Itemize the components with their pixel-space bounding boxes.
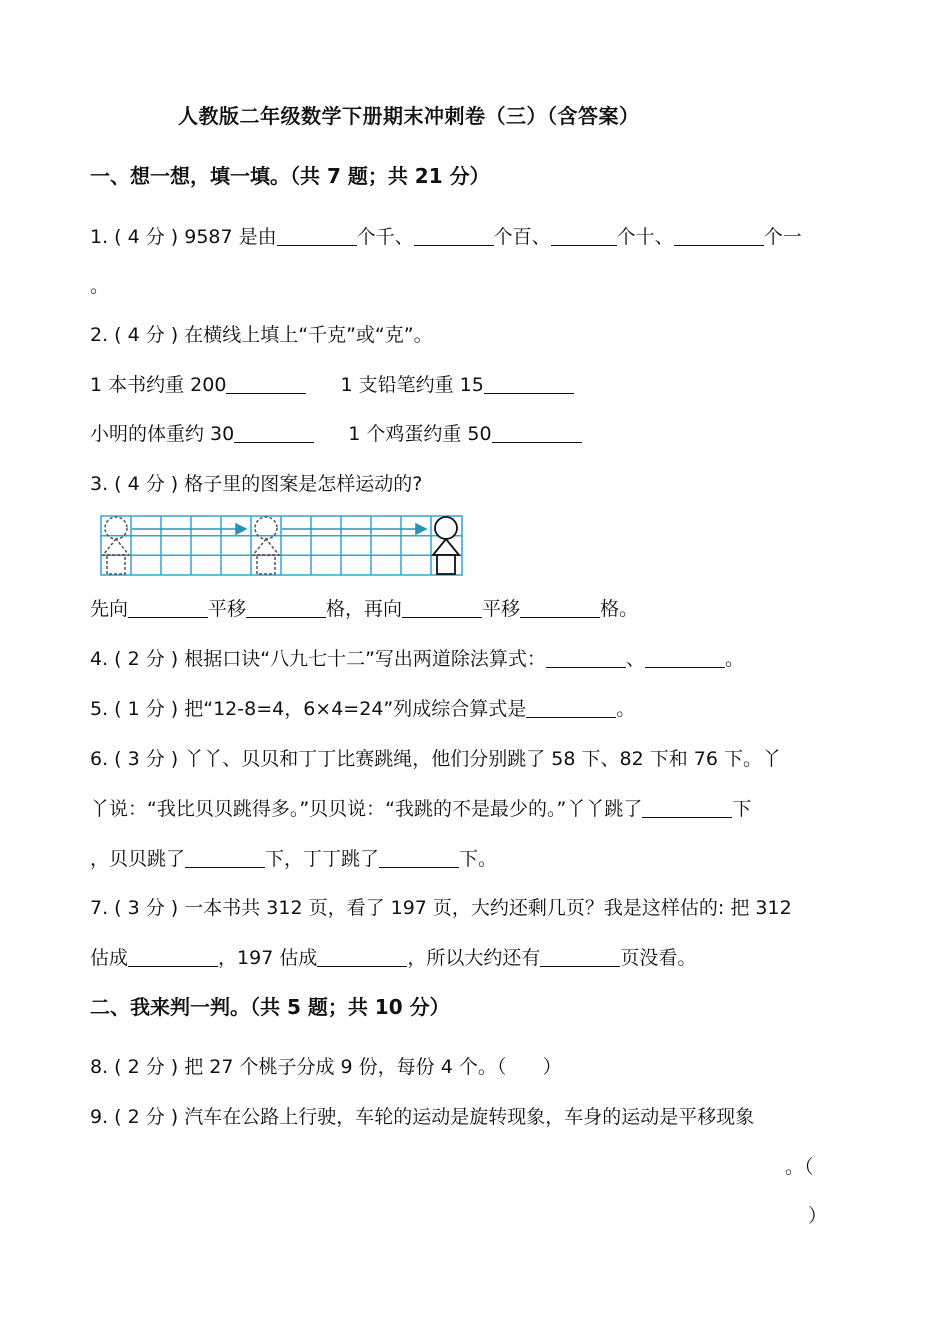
dashed-figure-2 — [253, 517, 279, 574]
answer-blank[interactable] — [484, 373, 574, 394]
q3-text: 格。 — [600, 598, 639, 620]
dashed-figure-1 — [103, 517, 129, 574]
movement-grid-figure — [100, 515, 464, 577]
q6-text: 下。 — [459, 848, 498, 870]
answer-blank[interactable] — [317, 946, 407, 967]
q3-answer-line — [90, 596, 638, 622]
answer-blank[interactable] — [551, 225, 617, 246]
answer-blank[interactable] — [645, 647, 725, 668]
section-heading-1: 一、想一想，填一填。（共 7 题；共 21 分） — [90, 164, 490, 188]
question-6: 6. ( 3 分 ) 丫丫、贝贝和丁丁比赛跳绳，他们分别跳了 58 下、82 下和 76 下。丫 — [90, 748, 781, 770]
q1-text: 个十、 — [616, 226, 674, 248]
answer-blank[interactable] — [402, 597, 482, 618]
q2-item: 1 本书约重 200 — [90, 374, 227, 396]
q6-text: ，贝贝跳了 — [90, 848, 186, 870]
q2-row-1 — [90, 372, 574, 398]
answer-blank[interactable] — [540, 946, 620, 967]
question-7: 7. ( 3 分 ) 一本书共 312 页，看了 197 页，大约还剩几页？我是这样估的: 把 312 — [90, 897, 792, 919]
question-5 — [90, 696, 635, 722]
q2-row-2 — [90, 421, 582, 447]
q2-item: 1 支铅笔约重 15 — [340, 374, 484, 396]
q7-text: 页没看。 — [620, 947, 697, 969]
question-3: 3. ( 4 分 ) 格子里的图案是怎样运动的? — [90, 473, 423, 495]
page-title: 人教版二年级数学下册期末冲刺卷（三）（含答案） — [178, 104, 640, 128]
q6-text: 下 — [732, 798, 752, 820]
q4-text: 。 — [724, 648, 744, 670]
q9-line-2: 。（ — [785, 1156, 814, 1178]
q3-text: 平移 — [482, 598, 521, 620]
q6-line-2 — [90, 796, 751, 822]
answer-blank[interactable] — [379, 847, 459, 868]
q3-text: 先向 — [90, 598, 129, 620]
answer-blank[interactable] — [234, 422, 314, 443]
question-2: 2. ( 4 分 ) 在横线上填上“千克”或“克”。 — [90, 324, 433, 346]
answer-blank[interactable] — [246, 597, 326, 618]
q7-text: 估成 — [90, 947, 129, 969]
answer-blank[interactable] — [492, 422, 582, 443]
question-1 — [90, 224, 802, 250]
answer-blank[interactable] — [128, 946, 218, 967]
q5-text: 。 — [616, 698, 636, 720]
q1-prefix: 1. ( 4 分 ) 9587 是由 — [90, 226, 277, 248]
q1-wrap: 。 — [90, 275, 110, 297]
question-8: 8. ( 2 分 ) 把 27 个桃子分成 9 份，每份 4 个。（ ） — [90, 1056, 562, 1078]
section-heading-2: 二、我来判一判。（共 5 题；共 10 分） — [90, 995, 450, 1019]
q9-line-3: ） — [808, 1205, 828, 1227]
answer-blank[interactable] — [226, 373, 306, 394]
q7-text: ，所以大约还有 — [407, 947, 541, 969]
answer-blank[interactable] — [277, 225, 357, 246]
answer-blank[interactable] — [414, 225, 494, 246]
q6-line-3 — [90, 846, 497, 872]
q7-text: ，197 估成 — [218, 947, 318, 969]
answer-blank[interactable] — [526, 697, 616, 718]
question-9: 9. ( 2 分 ) 汽车在公路上行驶，车轮的运动是旋转现象，车身的运动是平移现象 — [90, 1106, 755, 1128]
q1-text: 个一 — [763, 226, 802, 248]
question-4 — [90, 646, 744, 672]
q3-text: 格，再向 — [326, 598, 403, 620]
q6-text: 下，丁丁跳了 — [265, 848, 380, 870]
q6-text: 丫说：“我比贝贝跳得多。”贝贝说：“我跳的不是最少的。”丫丫跳了 — [90, 798, 643, 820]
answer-blank[interactable] — [642, 797, 732, 818]
q3-text: 平移 — [208, 598, 247, 620]
answer-blank[interactable] — [185, 847, 265, 868]
q2-item: 小明的体重约 30 — [90, 423, 235, 445]
q2-item: 1 个鸡蛋约重 50 — [348, 423, 492, 445]
q4-text: 、 — [625, 648, 645, 670]
q4-stem: 4. ( 2 分 ) 根据口诀“八九七十二”写出两道除法算式： — [90, 648, 546, 670]
solid-figure — [433, 517, 459, 574]
q1-text: 个百、 — [493, 226, 551, 248]
answer-blank[interactable] — [128, 597, 208, 618]
q7-line-2 — [90, 945, 696, 971]
answer-blank[interactable] — [520, 597, 600, 618]
answer-blank[interactable] — [546, 647, 626, 668]
answer-blank[interactable] — [674, 225, 764, 246]
q1-text: 个千、 — [356, 226, 414, 248]
q5-stem: 5. ( 1 分 ) 把“12-8=4，6×4=24”列成综合算式是 — [90, 698, 527, 720]
